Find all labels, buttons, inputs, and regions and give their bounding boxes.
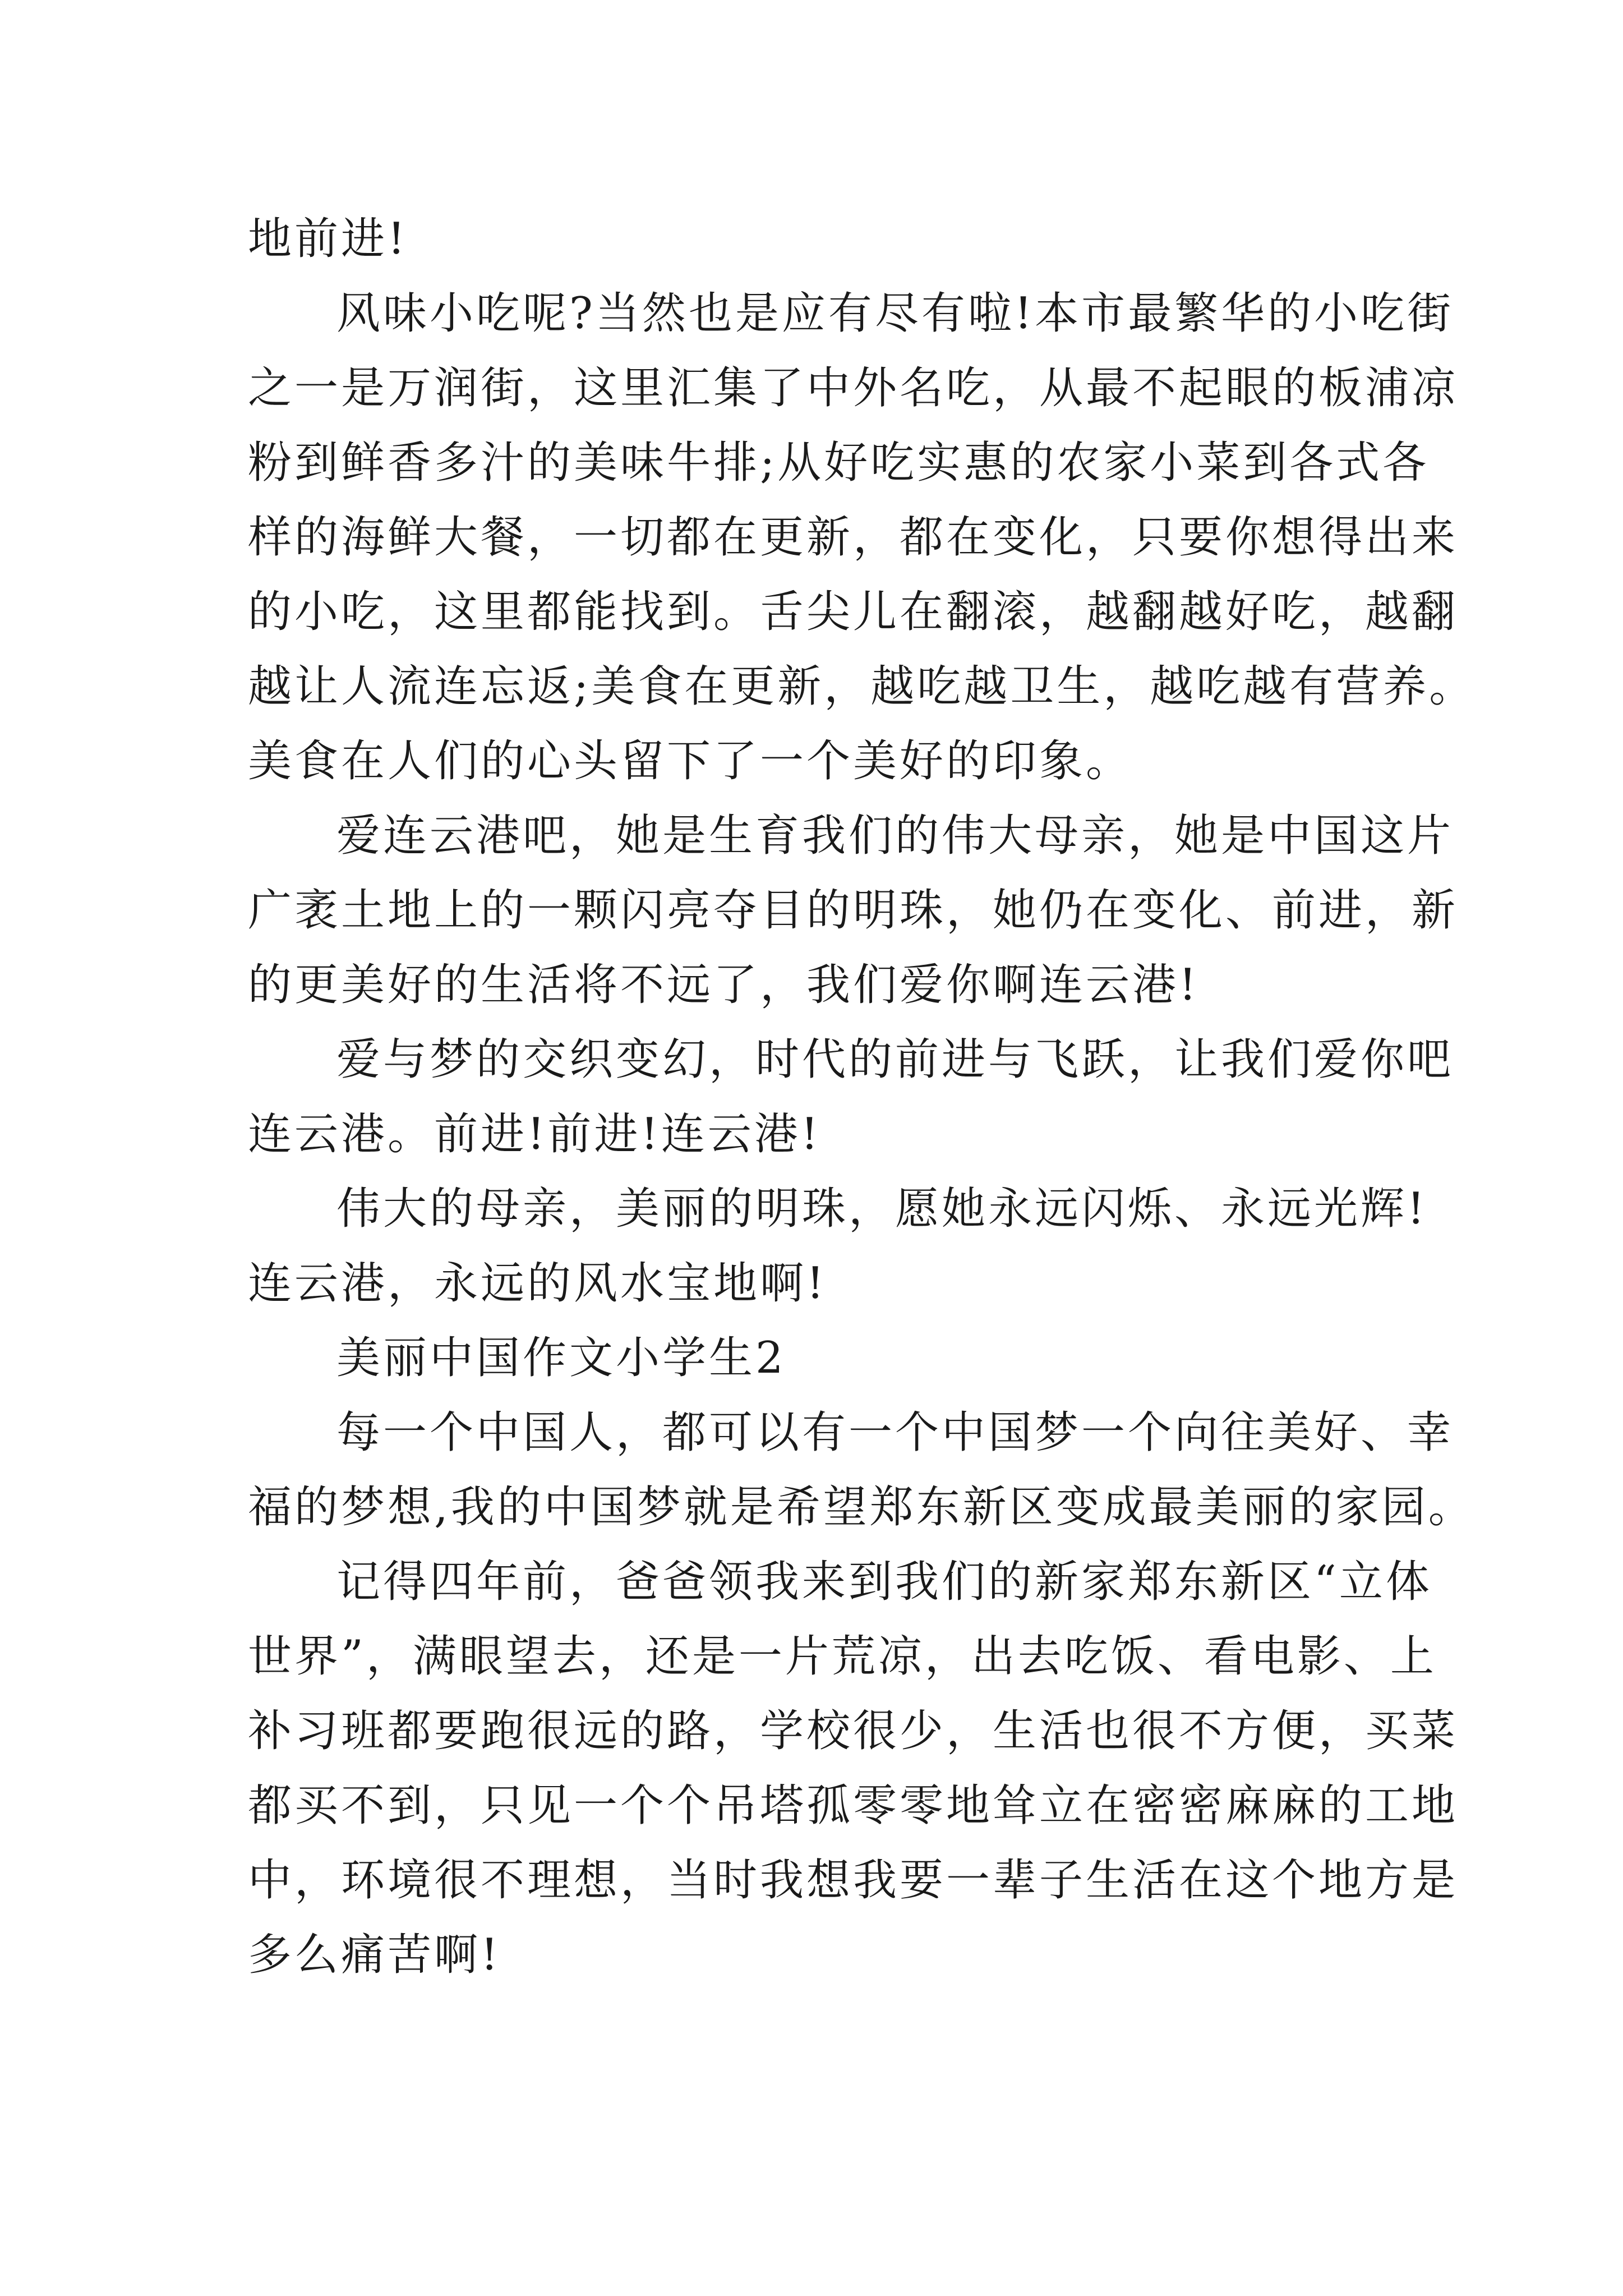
text-line: 的小吃，这里都能找到。舌尖儿在翻滚，越翻越好吃，越翻 <box>248 587 1459 637</box>
text-line: 世界”，满眼望去，还是一片荒凉，出去吃饭、看电影、上 <box>248 1631 1437 1682</box>
text-line: 样的海鲜大餐，一切都在更新，都在变化，只要你想得出来 <box>248 512 1459 563</box>
paragraph-start-line: 风味小吃呢?当然也是应有尽有啦!本市最繁华的小吃街 <box>336 288 1454 339</box>
text-line: 中，环境很不理想，当时我想我要一辈子生活在这个地方是 <box>248 1855 1459 1906</box>
text-line: 连云港，永远的风水宝地啊! <box>248 1258 827 1309</box>
text-line: 广袤土地上的一颗闪亮夺目的明珠，她仍在变化、前进，新 <box>248 885 1459 936</box>
text-line: 福的梦想,我的中国梦就是希望郑东新区变成最美丽的家园。 <box>248 1482 1475 1533</box>
section-heading: 美丽中国作文小学生2 <box>336 1333 786 1383</box>
text-line: 补习班都要跑很远的路，学校很少，生活也很不方便，买菜 <box>248 1706 1459 1756</box>
paragraph-start-line: 伟大的母亲，美丽的明珠，愿她永远闪烁、永远光辉! <box>336 1184 1428 1234</box>
text-line: 多么痛苦啊! <box>248 1930 501 1980</box>
text-line: 越让人流连忘返;美食在更新，越吃越卫生，越吃越有营养。 <box>248 661 1476 712</box>
paragraph-start-line: 爱连云港吧，她是生育我们的伟大母亲，她是中国这片 <box>336 811 1454 861</box>
text-line: 之一是万润街，这里汇集了中外名吃，从最不起眼的板浦凉 <box>248 363 1459 413</box>
text-line: 连云港。前进!前进!连云港! <box>248 1109 822 1159</box>
paragraph-start-line: 每一个中国人，都可以有一个中国梦一个向往美好、幸 <box>336 1407 1454 1458</box>
text-line: 美食在人们的心头留下了一个美好的印象。 <box>248 736 1133 786</box>
text-line: 的更美好的生活将不远了，我们爱你啊连云港! <box>248 960 1200 1010</box>
paragraph-start-line: 记得四年前，爸爸领我来到我们的新家郑东新区“立体 <box>336 1557 1432 1607</box>
paragraph-start-line: 爱与梦的交织变幻，时代的前进与飞跃，让我们爱你吧 <box>336 1034 1454 1085</box>
text-line: 地前进! <box>248 214 408 264</box>
text-line: 粉到鲜香多汁的美味牛排;从好吃实惠的农家小菜到各式各 <box>248 438 1430 488</box>
text-line: 都买不到，只见一个个吊塔孤零零地耸立在密密麻麻的工地 <box>248 1780 1459 1831</box>
